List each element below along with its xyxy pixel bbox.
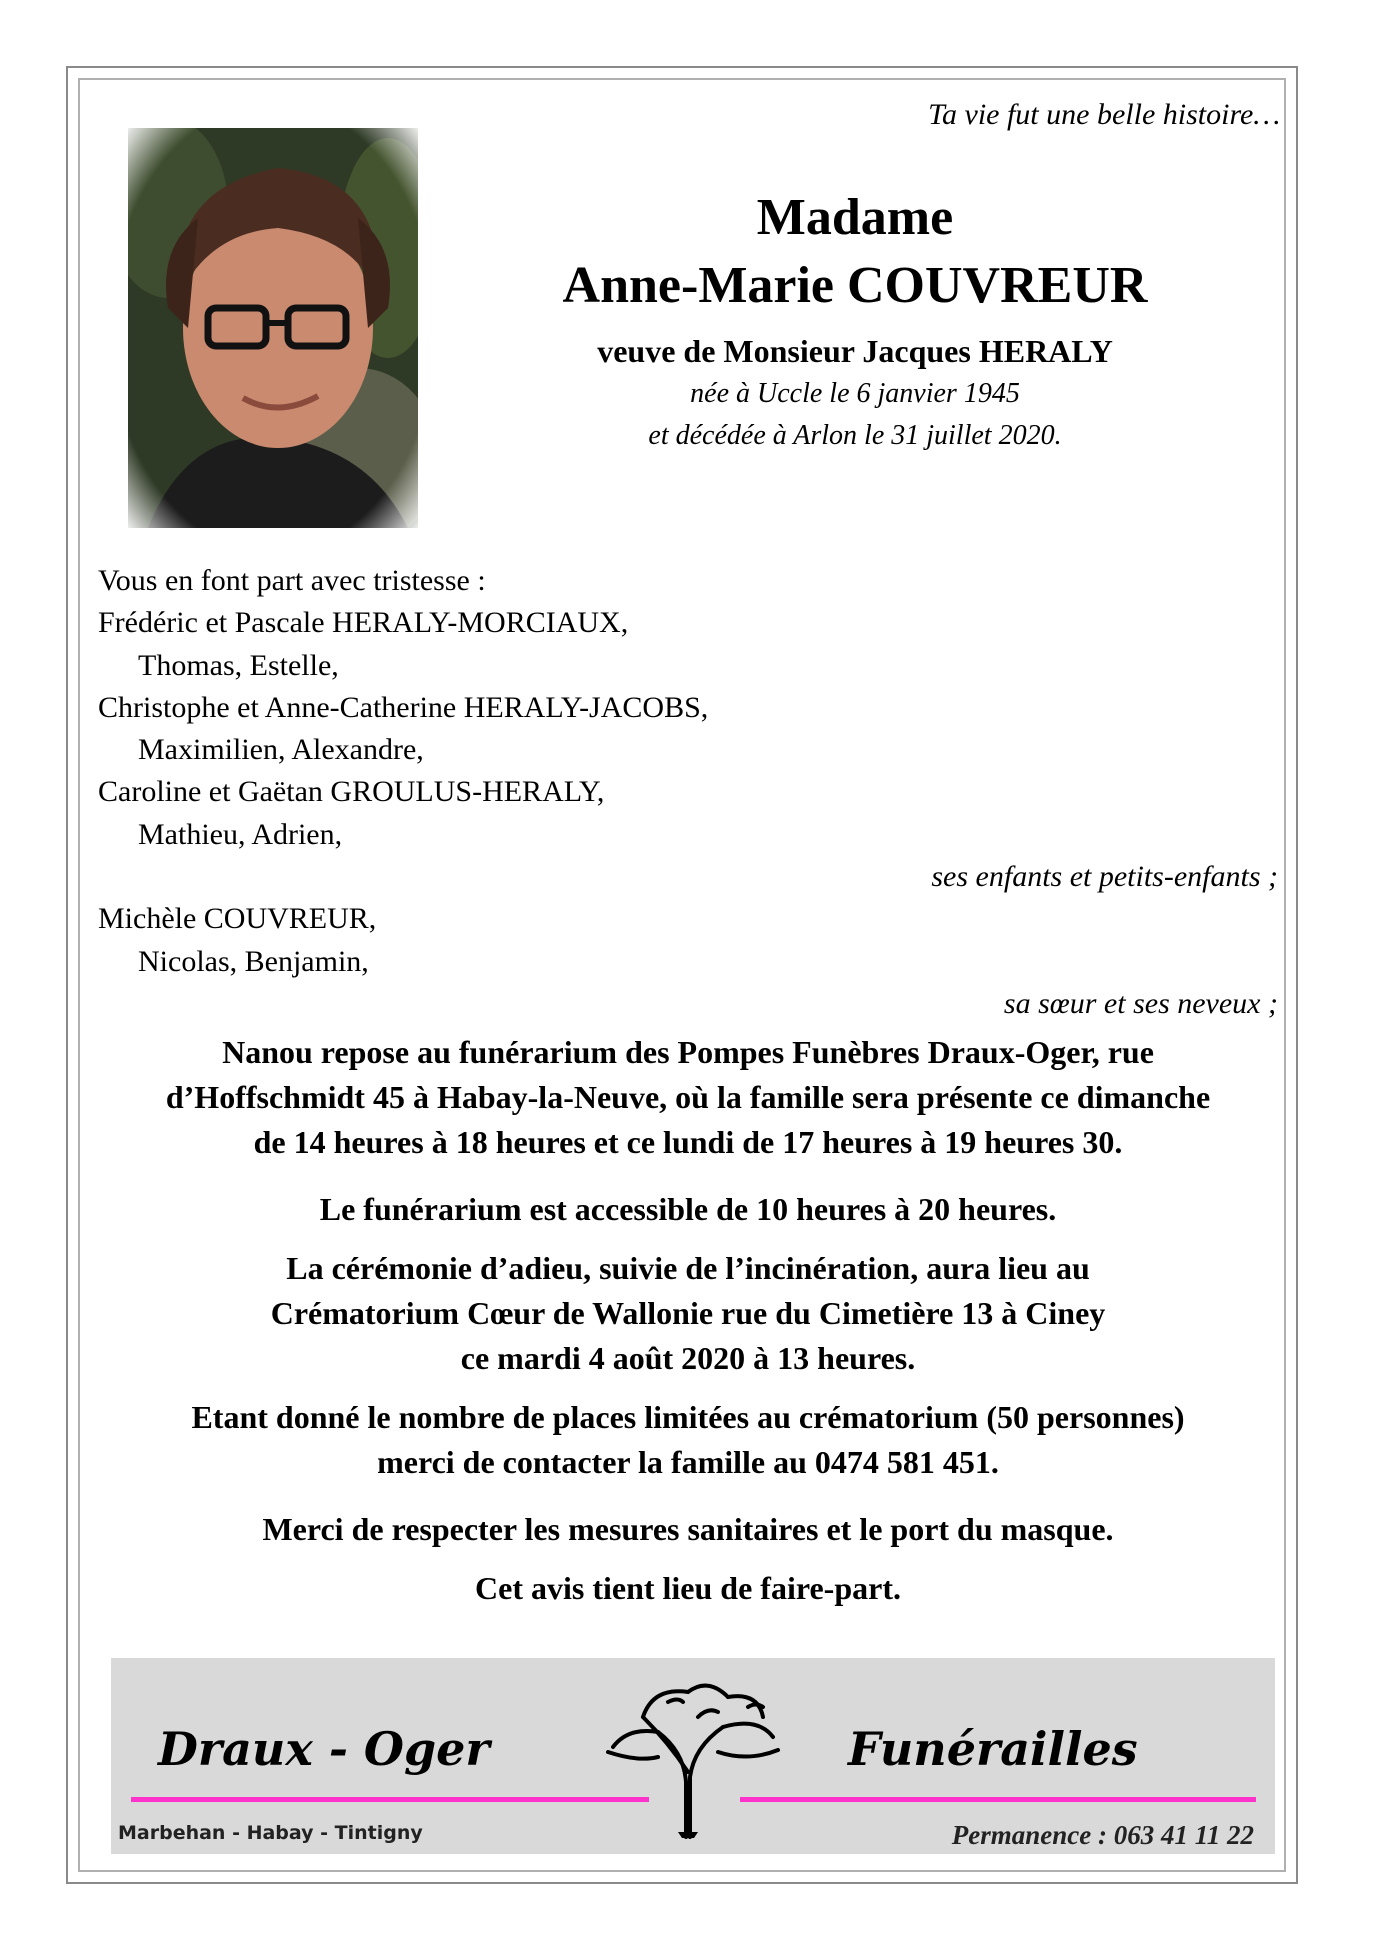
ceremony-line: Crématorium Cœur de Wallonie rue du Cimetière 13 à Ciney	[270, 1295, 1106, 1331]
accent-line-right	[740, 1797, 1256, 1802]
family-line: Caroline et Gaëtan GROULUS-HERALY,	[98, 775, 605, 809]
birth-line: née à Uccle le 6 janvier 1945	[690, 378, 1020, 409]
family-line: Frédéric et Pascale HERALY-MORCIAUX,	[98, 606, 629, 640]
family-line: Mathieu, Adrien,	[138, 817, 343, 851]
deceased-header	[470, 185, 1240, 457]
funerarium-line: d’Hoffschmidt 45 à Habay-la-Neuve, où la famille sera présente ce dimanche	[165, 1079, 1211, 1115]
portrait-photo	[128, 128, 418, 528]
branch-towns: Marbehan - Habay - Tintigny	[118, 1822, 423, 1844]
notice-line: Cet avis tient lieu de faire-part.	[475, 1570, 901, 1606]
limit-line: Etant donné le nombre de places limitées au crématorium (50 personnes)	[191, 1399, 1185, 1435]
family-intro: Vous en font part avec tristesse :	[98, 564, 486, 597]
access-hours: Le funérarium est accessible de 10 heures à 20 heures.	[319, 1191, 1057, 1227]
family-line: Michèle COUVREUR,	[98, 902, 377, 936]
family-line: Christophe et Anne-Catherine HERALY-JACOBS,	[98, 690, 709, 724]
tree-logo-icon	[598, 1672, 788, 1842]
family-line: Thomas, Estelle,	[138, 648, 339, 682]
family-relation: ses enfants et petits-enfants ;	[931, 860, 1278, 894]
motto: Ta vie fut une belle histoire…	[928, 98, 1280, 131]
funerarium-line: de 14 heures à 18 heures et ce lundi de 17 heures à 19 heures 30.	[253, 1124, 1123, 1160]
accent-line-left	[131, 1797, 649, 1802]
limit-line: merci de contacter la famille au 0474 581 451.	[377, 1444, 999, 1480]
death-line: et décédée à Arlon le 31 juillet 2020.	[648, 420, 1062, 451]
ceremony-line: ce mardi 4 août 2020 à 13 heures.	[460, 1340, 916, 1376]
funerarium-line: Nanou repose au funérarium des Pompes Funèbres Draux-Oger, rue	[222, 1034, 1154, 1070]
phone-number: Permanence : 063 41 11 22	[951, 1820, 1254, 1850]
family-list	[98, 560, 1278, 1025]
family-relation: sa sœur et ses neveux ;	[1003, 986, 1278, 1020]
brand-tagline: Funérailles	[848, 1722, 1138, 1776]
brand-name: Draux - Oger	[158, 1722, 490, 1776]
sanitary-line: Merci de respecter les mesures sanitaires et le port du masque.	[262, 1511, 1114, 1547]
funeral-info	[98, 1030, 1278, 1611]
family-line: Maximilien, Alexandre,	[138, 733, 424, 767]
salutation: Madame	[756, 189, 954, 246]
widow-of: veuve de Monsieur Jacques HERALY	[597, 333, 1113, 369]
ceremony-line: La cérémonie d’adieu, suivie de l’incinération, aura lieu au	[286, 1250, 1090, 1286]
family-line: Nicolas, Benjamin,	[138, 944, 369, 978]
deceased-name: Anne-Marie COUVREUR	[562, 257, 1148, 314]
